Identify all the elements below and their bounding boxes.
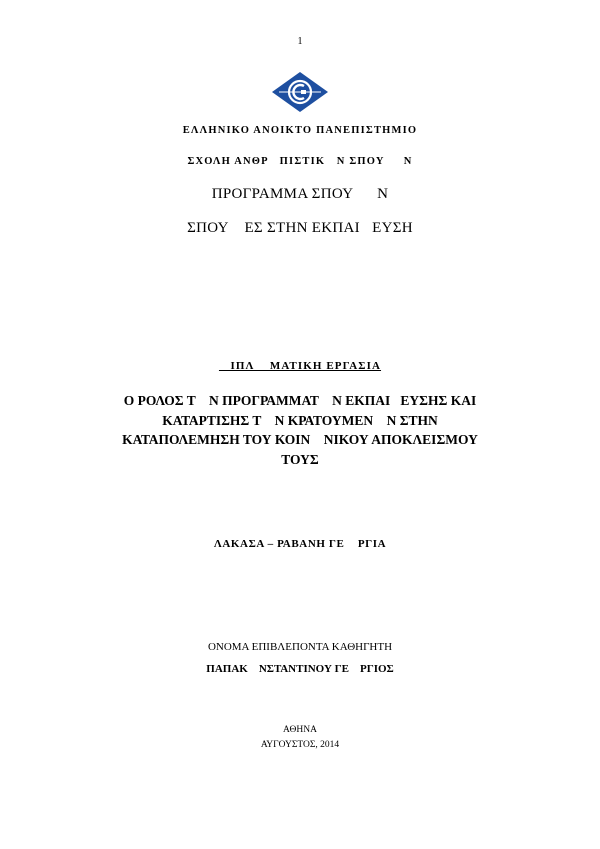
thesis-label: ΙΠΛ ΜΑΤΙΚΗ ΕΡΓΑΣΙΑ (218, 360, 382, 372)
title-line: ΤΟΥΣ (281, 451, 319, 467)
author-name: ΛΑΚΑΣΑ – ΡΑΒΑΝΗ ΓΕ ΡΓΙΑ (213, 538, 387, 550)
page-number: 1 (297, 36, 303, 47)
supervisor-name: ΠΑΠΑΚ ΝΣΤΑΝΤΙΝΟΥ ΓΕ ΡΓΙΟΣ (206, 663, 394, 675)
title-line: ΚΑΤΑΠΟΛΕΜΗΣΗ ΤΟΥ ΚΟΙΝ ΝΙΚΟΥ ΑΠΟΚΛΕΙΣΜΟΥ (122, 432, 478, 447)
thesis-title (90, 391, 510, 469)
university-logo-icon (271, 71, 329, 113)
title-line: Ο ΡΟΛΟΣ Τ Ν ΠΡΟΓΡΑΜΜΑΤ Ν ΕΚΠΑΙ ΕΥΣΗΣ ΚΑΙ (123, 393, 477, 408)
school-name: ΣΧΟΛΗ ΑΝΘΡ ΠΙΣΤΙΚ Ν ΣΠΟΥ Ν (187, 156, 413, 167)
university-name: ΕΛΛΗΝΙΚΟ ΑΝΟΙΚΤΟ ΠΑΝΕΠΙΣΤΗΜΙΟ (182, 125, 418, 136)
studies-name: ΣΠΟΥ ΕΣ ΣΤΗΝ ΕΚΠΑΙ ΕΥΣΗ (187, 220, 413, 236)
program-name: ΠΡΟΓΡΑΜΜΑ ΣΠΟΥ Ν (211, 186, 389, 202)
city: ΑΘΗΝΑ (283, 725, 317, 735)
supervisor-label: ΟΝΟΜΑ ΕΠΙΒΛΕΠΟΝΤΑ ΚΑΘΗΓΗΤΗ (207, 641, 393, 653)
title-line: ΚΑΤΑΡΤΙΣΗΣ Τ Ν ΚΡΑΤΟΥΜΕΝ Ν ΣΤΗΝ (162, 412, 438, 428)
date: ΑΥΓΟΥΣΤΟΣ, 2014 (260, 740, 340, 750)
